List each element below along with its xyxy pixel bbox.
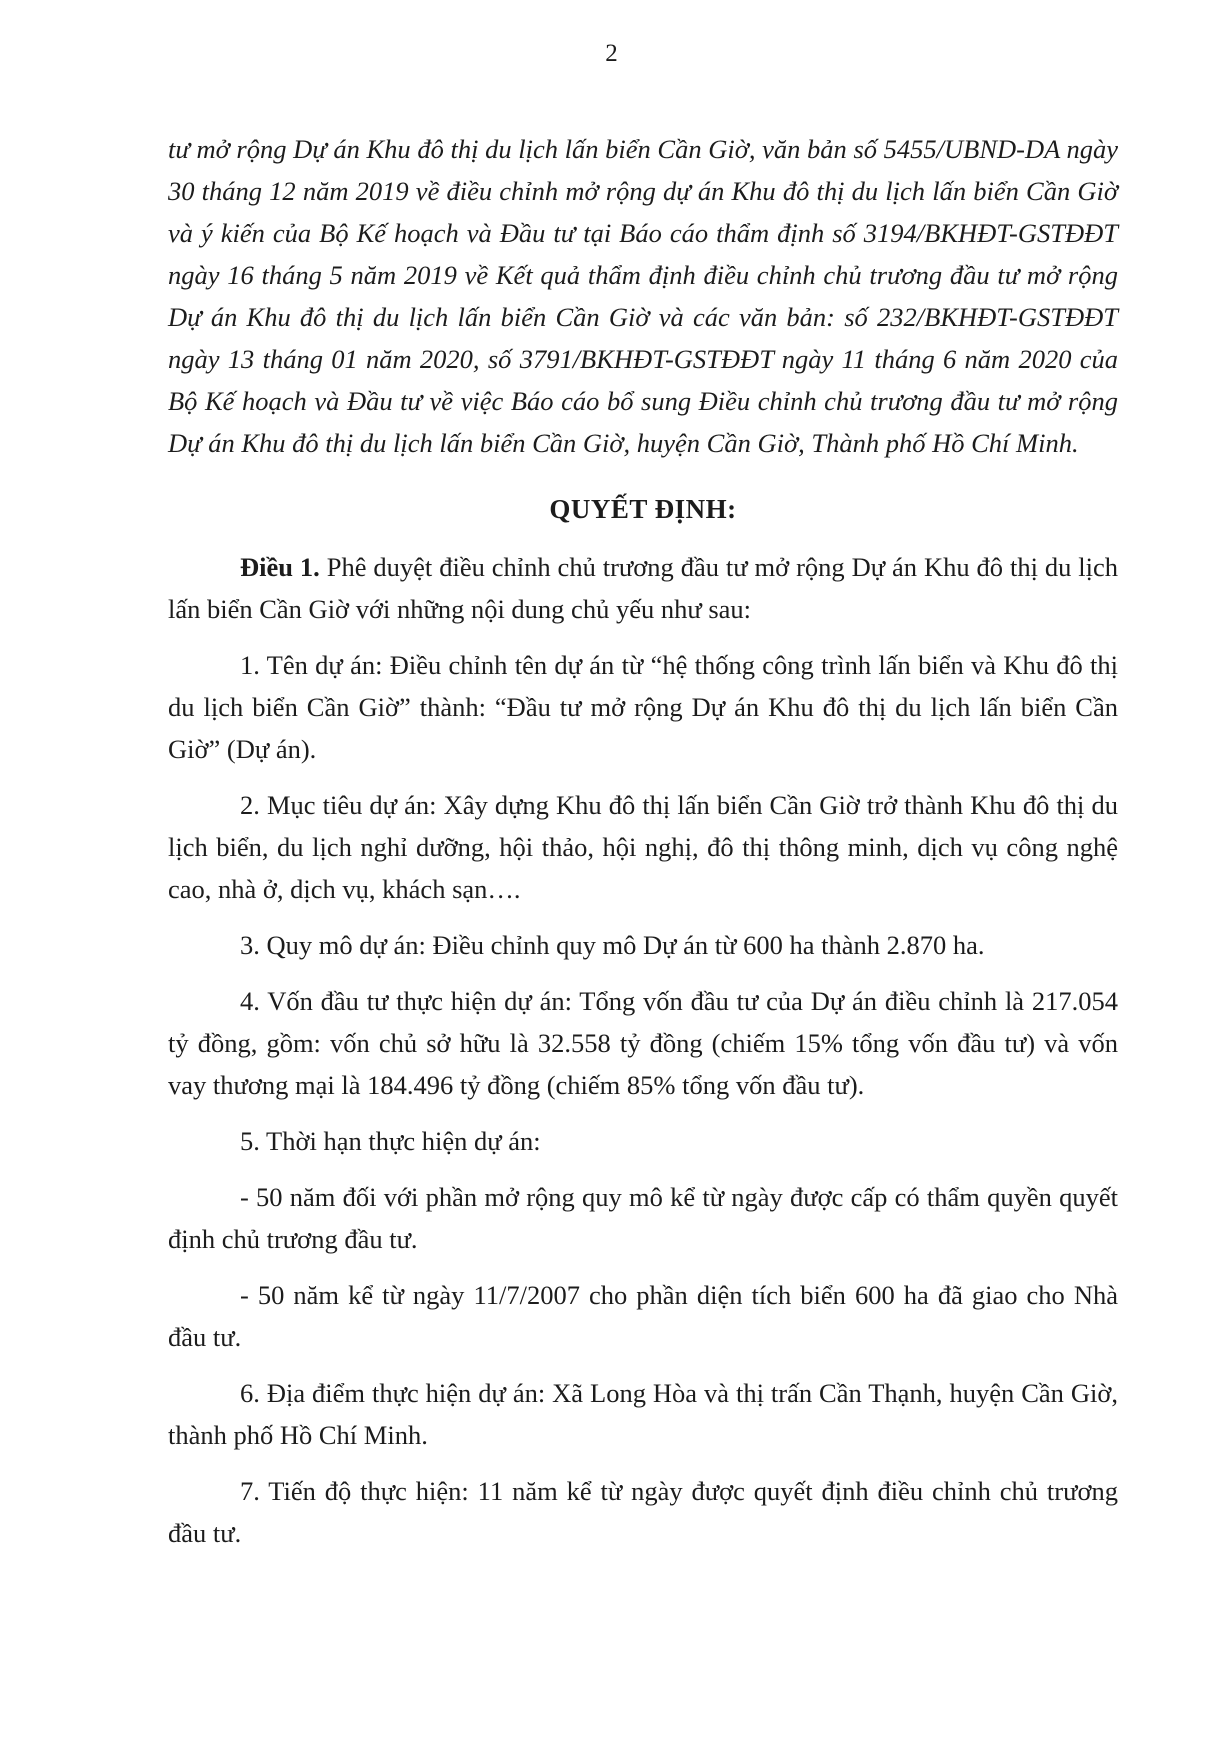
- item-4-investment-capital: 4. Vốn đầu tư thực hiện dự án: Tổng vốn đầu tư của Dự án điều chỉnh là 217.054 tỷ đồng, gồm: vốn chủ sở hữu là 32.558 tỷ đồng (chiếm 15% tổng vốn đầu tư) và vốn vay thương mại là 184.496 tỷ đồng (chiếm 85% tổng vốn đầu tư).: [168, 986, 1118, 1100]
- page-number: 2: [605, 40, 618, 67]
- article-1-label: Điều 1.: [240, 552, 320, 582]
- decision-heading: QUYẾT ĐỊNH:: [549, 494, 737, 524]
- item-3-project-scale: 3. Quy mô dự án: Điều chỉnh quy mô Dự án từ 600 ha thành 2.870 ha.: [240, 930, 985, 960]
- item-5-project-duration: 5. Thời hạn thực hiện dự án:: [240, 1126, 541, 1156]
- document-body: [168, 128, 1118, 1568]
- article-1-text: Phê duyệt điều chỉnh chủ trương đầu tư mở rộng Dự án Khu đô thị du lịch lấn biển Cần Giờ với những nội dung chủ yếu như sau:: [168, 552, 1119, 624]
- article-1-paragraph: [168, 546, 1118, 630]
- item-6-project-location: 6. Địa điểm thực hiện dự án: Xã Long Hòa và thị trấn Cần Thạnh, huyện Cần Giờ, thành phố Hồ Chí Minh.: [168, 1378, 1118, 1450]
- item-5a-duration-expansion: - 50 năm đối với phần mở rộng quy mô kể từ ngày được cấp có thẩm quyền quyết định chủ trương đầu tư.: [168, 1182, 1118, 1254]
- item-5b-duration-sea-area: - 50 năm kể từ ngày 11/7/2007 cho phần diện tích biển 600 ha đã giao cho Nhà đầu tư.: [168, 1280, 1118, 1352]
- item-7-progress: 7. Tiến độ thực hiện: 11 năm kể từ ngày được quyết định điều chỉnh chủ trương đầu tư.: [168, 1476, 1118, 1548]
- item-2-project-goal: 2. Mục tiêu dự án: Xây dựng Khu đô thị lấn biển Cần Giờ trở thành Khu đô thị du lịch biển, du lịch nghỉ dưỡng, hội thảo, hội nghị, đô thị thông minh, dịch vụ công nghệ cao, nhà ở, dịch vụ, khách sạn….: [168, 790, 1118, 904]
- preamble-paragraph: tư mở rộng Dự án Khu đô thị du lịch lấn biển Cần Giờ, văn bản số 5455/UBND-DA ngày 30 tháng 12 năm 2019 về điều chỉnh mở rộng dự án Khu đô thị du lịch lấn biển Cần Giờ và ý kiến của Bộ Kế hoạch và Đầu tư tại Báo cáo thẩm định số 3194/BKHĐT-GSTĐĐT ngày 16 tháng 5 năm 2019 về Kết quả thẩm định điều chỉnh chủ trương đầu tư mở rộng Dự án Khu đô thị du lịch lấn biển Cần Giờ và các văn bản: số 232/BKHĐT-GSTĐĐT ngày 13 tháng 01 năm 2020, số 3791/BKHĐT-GSTĐĐT ngày 11 tháng 6 năm 2020 của Bộ Kế hoạch và Đầu tư về việc Báo cáo bổ sung Điều chỉnh chủ trương đầu tư mở rộng Dự án Khu đô thị du lịch lấn biển Cần Giờ, huyện Cần Giờ, Thành phố Hồ Chí Minh.: [168, 134, 1118, 458]
- item-1-project-name: 1. Tên dự án: Điều chỉnh tên dự án từ “hệ thống công trình lấn biển và Khu đô thị du lịch biển Cần Giờ” thành: “Đầu tư mở rộng Dự án Khu đô thị du lịch lấn biển Cần Giờ” (Dự án).: [168, 650, 1118, 764]
